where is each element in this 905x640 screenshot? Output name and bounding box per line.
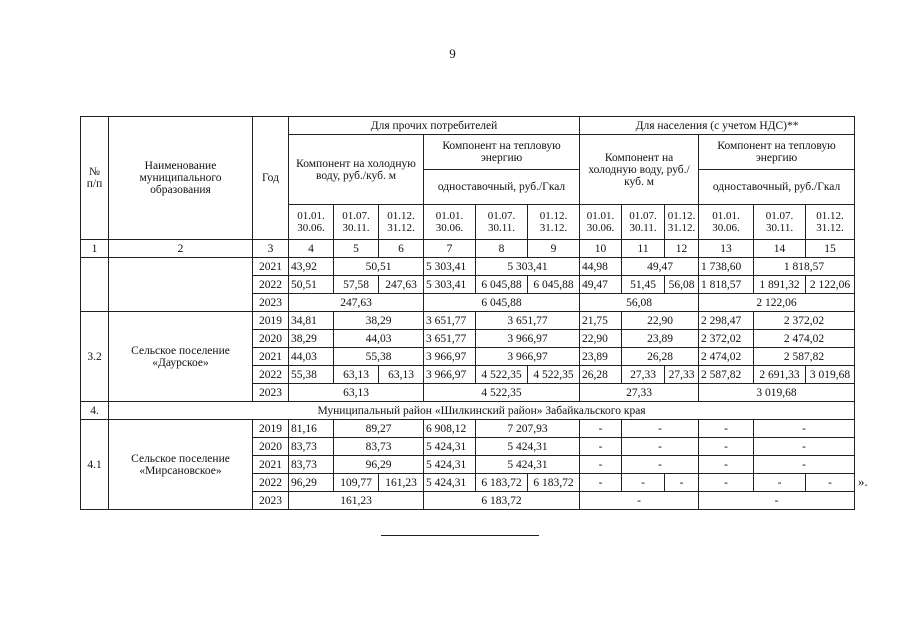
row-num-empty: [81, 258, 109, 312]
header-heat-other: Компонент на тепловую энергию: [424, 135, 580, 170]
value-cell: 2 691,33: [754, 366, 806, 384]
header-num: № п/п: [81, 117, 109, 240]
value-cell: 1 891,32: [754, 276, 806, 294]
period-cell: 01.07. 30.11.: [622, 205, 665, 240]
value-cell: 3 651,77: [424, 330, 476, 348]
value-cell: -: [622, 420, 699, 438]
header-heat-pop-rate: одноставочный, руб./Гкал: [699, 170, 855, 205]
year-cell: 2020: [253, 330, 289, 348]
value-cell: 23,89: [580, 348, 622, 366]
value-cell: 44,98: [580, 258, 622, 276]
value-cell: 3 019,68: [806, 366, 855, 384]
value-cell: -: [622, 438, 699, 456]
value-cell: 247,63: [289, 294, 424, 312]
column-number: 15: [806, 240, 855, 258]
column-number: 1: [81, 240, 109, 258]
value-cell: 3 966,97: [424, 348, 476, 366]
value-cell: -: [806, 474, 855, 492]
value-cell: 26,28: [580, 366, 622, 384]
page-number: 9: [449, 46, 456, 61]
value-cell: 3 966,97: [424, 366, 476, 384]
value-cell: 4 522,35: [424, 384, 580, 402]
value-cell: 1 818,57: [699, 276, 754, 294]
period-cell: 01.12. 31.12.: [806, 205, 855, 240]
year-cell: 2020: [253, 438, 289, 456]
value-cell: 6 183,72: [476, 474, 528, 492]
value-cell: 2 587,82: [754, 348, 855, 366]
value-cell: 55,38: [289, 366, 334, 384]
value-cell: -: [699, 420, 754, 438]
period-cell: 01.01. 30.06.: [289, 205, 334, 240]
value-cell: 63,13: [334, 366, 379, 384]
value-cell: 56,08: [580, 294, 699, 312]
header-cold-water-other: Компонент на холодную воду, руб./куб. м: [289, 135, 424, 205]
value-cell: 44,03: [334, 330, 424, 348]
value-cell: 5 424,31: [424, 456, 476, 474]
value-cell: 247,63: [379, 276, 424, 294]
value-cell: 55,38: [334, 348, 424, 366]
value-cell: 2 474,02: [754, 330, 855, 348]
value-cell: -: [754, 456, 855, 474]
value-cell: 83,73: [289, 456, 334, 474]
table-row: [81, 420, 855, 438]
value-cell: 96,29: [289, 474, 334, 492]
value-cell: 5 303,41: [476, 258, 580, 276]
column-number: 3: [253, 240, 289, 258]
section-num: 4.: [81, 402, 109, 420]
value-cell: 109,77: [334, 474, 379, 492]
value-cell: 4 522,35: [476, 366, 528, 384]
year-cell: 2023: [253, 384, 289, 402]
value-cell: 3 966,97: [476, 330, 580, 348]
municipality-name: Сельское поселение «Даурское»: [109, 312, 253, 402]
value-cell: -: [699, 456, 754, 474]
period-cell: 01.01. 30.06.: [424, 205, 476, 240]
value-cell: 6 045,88: [424, 294, 580, 312]
closing-quote-mark: ».: [858, 474, 868, 489]
column-number: 11: [622, 240, 665, 258]
header-heat-other-rate: одноставочный, руб./Гкал: [424, 170, 580, 205]
value-cell: 6 183,72: [424, 492, 580, 510]
value-cell: 49,47: [622, 258, 699, 276]
value-cell: 1 818,57: [754, 258, 855, 276]
year-cell: 2022: [253, 474, 289, 492]
value-cell: 2 587,82: [699, 366, 754, 384]
value-cell: 2 474,02: [699, 348, 754, 366]
section-title: Муниципальный район «Шилкинский район» Забайкальского края: [109, 402, 855, 420]
value-cell: 96,29: [334, 456, 424, 474]
value-cell: 5 424,31: [424, 474, 476, 492]
value-cell: -: [622, 456, 699, 474]
value-cell: 3 966,97: [476, 348, 580, 366]
value-cell: 3 019,68: [699, 384, 855, 402]
header-other-consumers: Для прочих потребителей: [289, 117, 580, 135]
year-cell: 2022: [253, 366, 289, 384]
value-cell: 26,28: [622, 348, 699, 366]
municipality-name: Сельское поселение «Мирсановское»: [109, 420, 253, 510]
value-cell: 44,03: [289, 348, 334, 366]
year-cell: 2019: [253, 420, 289, 438]
section-row: [81, 402, 855, 420]
value-cell: -: [580, 438, 622, 456]
value-cell: 51,45: [622, 276, 665, 294]
value-cell: 5 303,41: [424, 258, 476, 276]
value-cell: 81,16: [289, 420, 334, 438]
column-number: 6: [379, 240, 424, 258]
value-cell: 57,58: [334, 276, 379, 294]
value-cell: 63,13: [379, 366, 424, 384]
column-number: 12: [665, 240, 699, 258]
value-cell: 49,47: [580, 276, 622, 294]
year-cell: 2021: [253, 456, 289, 474]
column-number: 8: [476, 240, 528, 258]
value-cell: 83,73: [334, 438, 424, 456]
value-cell: -: [580, 492, 699, 510]
header-heat-pop: Компонент на тепловую энергию: [699, 135, 855, 170]
value-cell: 2 298,47: [699, 312, 754, 330]
value-cell: 161,23: [289, 492, 424, 510]
column-number: 9: [528, 240, 580, 258]
column-number: 7: [424, 240, 476, 258]
year-cell: 2019: [253, 312, 289, 330]
value-cell: -: [622, 474, 665, 492]
value-cell: 63,13: [289, 384, 424, 402]
table-row: [81, 312, 855, 330]
value-cell: -: [754, 438, 855, 456]
value-cell: 27,33: [665, 366, 699, 384]
value-cell: 6 045,88: [528, 276, 580, 294]
value-cell: -: [580, 420, 622, 438]
period-cell: 01.12. 31.12.: [665, 205, 699, 240]
column-number: 10: [580, 240, 622, 258]
value-cell: -: [699, 474, 754, 492]
value-cell: 21,75: [580, 312, 622, 330]
value-cell: 50,51: [289, 276, 334, 294]
value-cell: 56,08: [665, 276, 699, 294]
value-cell: -: [580, 456, 622, 474]
year-cell: 2023: [253, 294, 289, 312]
tariff-table: [80, 116, 855, 510]
value-cell: 6 908,12: [424, 420, 476, 438]
value-cell: 22,90: [580, 330, 622, 348]
value-cell: -: [699, 492, 855, 510]
period-cell: 01.01. 30.06.: [699, 205, 754, 240]
year-cell: 2021: [253, 258, 289, 276]
row-name-empty: [109, 258, 253, 312]
value-cell: 6 183,72: [528, 474, 580, 492]
value-cell: 27,33: [622, 366, 665, 384]
value-cell: 161,23: [379, 474, 424, 492]
header-name: Наименование муниципального образования: [109, 117, 253, 240]
value-cell: 3 651,77: [424, 312, 476, 330]
value-cell: 2 372,02: [754, 312, 855, 330]
value-cell: -: [754, 474, 806, 492]
value-cell: 2 372,02: [699, 330, 754, 348]
header-year: Год: [253, 117, 289, 240]
column-number: 5: [334, 240, 379, 258]
row-num: 4.1: [81, 420, 109, 510]
value-cell: 43,92: [289, 258, 334, 276]
value-cell: 5 424,31: [424, 438, 476, 456]
value-cell: 38,29: [289, 330, 334, 348]
period-cell: 01.07. 30.11.: [334, 205, 379, 240]
value-cell: 2 122,06: [699, 294, 855, 312]
column-number: 14: [754, 240, 806, 258]
header-population: Для населения (с учетом НДС)**: [580, 117, 855, 135]
value-cell: -: [754, 420, 855, 438]
year-cell: 2022: [253, 276, 289, 294]
value-cell: 22,90: [622, 312, 699, 330]
column-number: 13: [699, 240, 754, 258]
value-cell: 23,89: [622, 330, 699, 348]
value-cell: -: [580, 474, 622, 492]
value-cell: 6 045,88: [476, 276, 528, 294]
footer-divider: [381, 535, 539, 536]
value-cell: -: [699, 438, 754, 456]
year-cell: 2023: [253, 492, 289, 510]
value-cell: 4 522,35: [528, 366, 580, 384]
period-cell: 01.07. 30.11.: [754, 205, 806, 240]
value-cell: 89,27: [334, 420, 424, 438]
column-numbers-row: [81, 240, 855, 258]
period-cell: 01.12. 31.12.: [379, 205, 424, 240]
header-cold-water-pop: Компонент на холодную воду, руб./куб. м: [580, 135, 699, 205]
period-cell: 01.01. 30.06.: [580, 205, 622, 240]
value-cell: 50,51: [334, 258, 424, 276]
value-cell: 38,29: [334, 312, 424, 330]
value-cell: 7 207,93: [476, 420, 580, 438]
value-cell: 34,81: [289, 312, 334, 330]
value-cell: 5 303,41: [424, 276, 476, 294]
table-row: [81, 258, 855, 276]
column-number: 4: [289, 240, 334, 258]
value-cell: 83,73: [289, 438, 334, 456]
value-cell: 2 122,06: [806, 276, 855, 294]
column-number: 2: [109, 240, 253, 258]
value-cell: 5 424,31: [476, 456, 580, 474]
period-cell: 01.12. 31.12.: [528, 205, 580, 240]
value-cell: 3 651,77: [476, 312, 580, 330]
value-cell: 5 424,31: [476, 438, 580, 456]
year-cell: 2021: [253, 348, 289, 366]
row-num: 3.2: [81, 312, 109, 402]
value-cell: 27,33: [580, 384, 699, 402]
value-cell: 1 738,60: [699, 258, 754, 276]
value-cell: -: [665, 474, 699, 492]
period-cell: 01.07. 30.11.: [476, 205, 528, 240]
